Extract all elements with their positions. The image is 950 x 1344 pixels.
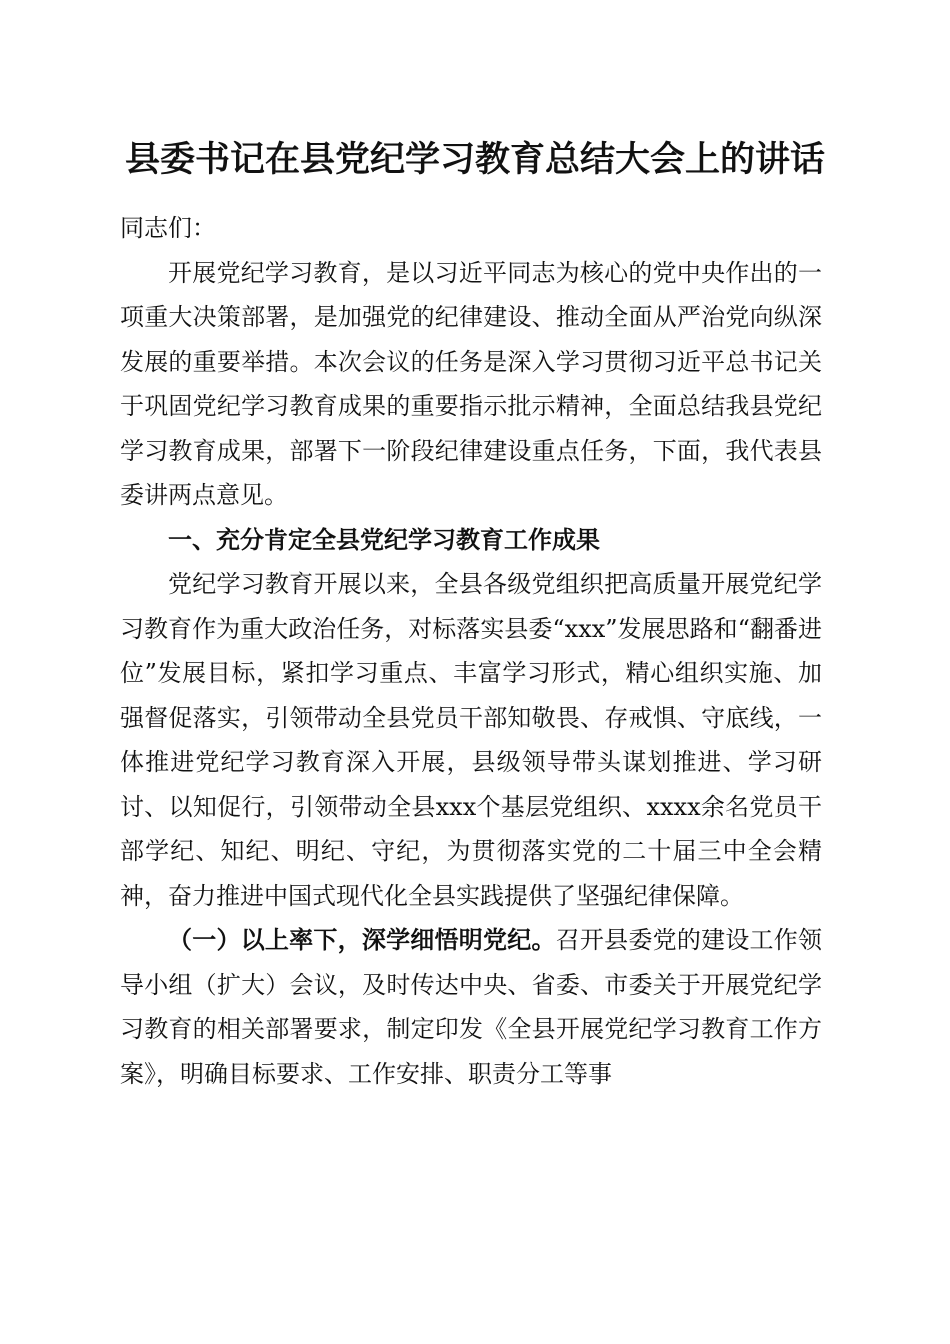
document-body [120,206,822,1096]
document-title: 县委书记在县党纪学习教育总结大会上的讲话 [124,140,825,180]
paragraph-intro: 开展党纪学习教育，是以习近平同志为核心的党中央作出的一项重大决策部署，是加强党的纪律建设、推动全面从严治党向纵深发展的重要举措。本次会议的任务是深入学习贯彻习近平总书记关于巩固党纪学习教育成果的重要指示批示精神，全面总结我县党纪学习教育成果，部署下一阶段纪律建设重点任务，下面，我代表县委讲两点意见。 [120,258,822,509]
paragraph-subsection-1 [120,918,822,1096]
paragraph-achievements: 党纪学习教育开展以来，全县各级党组织把高质量开展党纪学习教育作为重大政治任务，对标落实县委“xxx”发展思路和“翻番进位”发展目标，紧扣学习重点、丰富学习形式，精心组织实施、加强督促落实，引领带动全县党员干部知敬畏、存戒惧、守底线，一体推进党纪学习教育深入开展，县级领导带头谋划推进、学习研讨、以知促行，引领带动全县xxx个基层党组织、xxxx余名党员干部学纪、知纪、明纪、守纪，为贯彻落实党的二十届三中全会精神，奋力推进中国式现代化全县实践提供了坚强纪律保障。 [120,570,822,910]
salutation: 同志们： [120,214,216,242]
subsection-heading-1: （一）以上率下，深学细悟明党纪。 [168,925,556,954]
section-heading-1: 一、充分肯定全县党纪学习教育工作成果 [168,525,600,554]
subsection-1-text: 召开县委党的建设工作领导小组（扩大）会议，及时传达中央、省委、市委关于开展党纪学习教育的相关部署要求，制定印发《全县开展党纪学习教育工作方案》，明确目标要求、工作安排、职责分工等事 [120,926,823,1088]
